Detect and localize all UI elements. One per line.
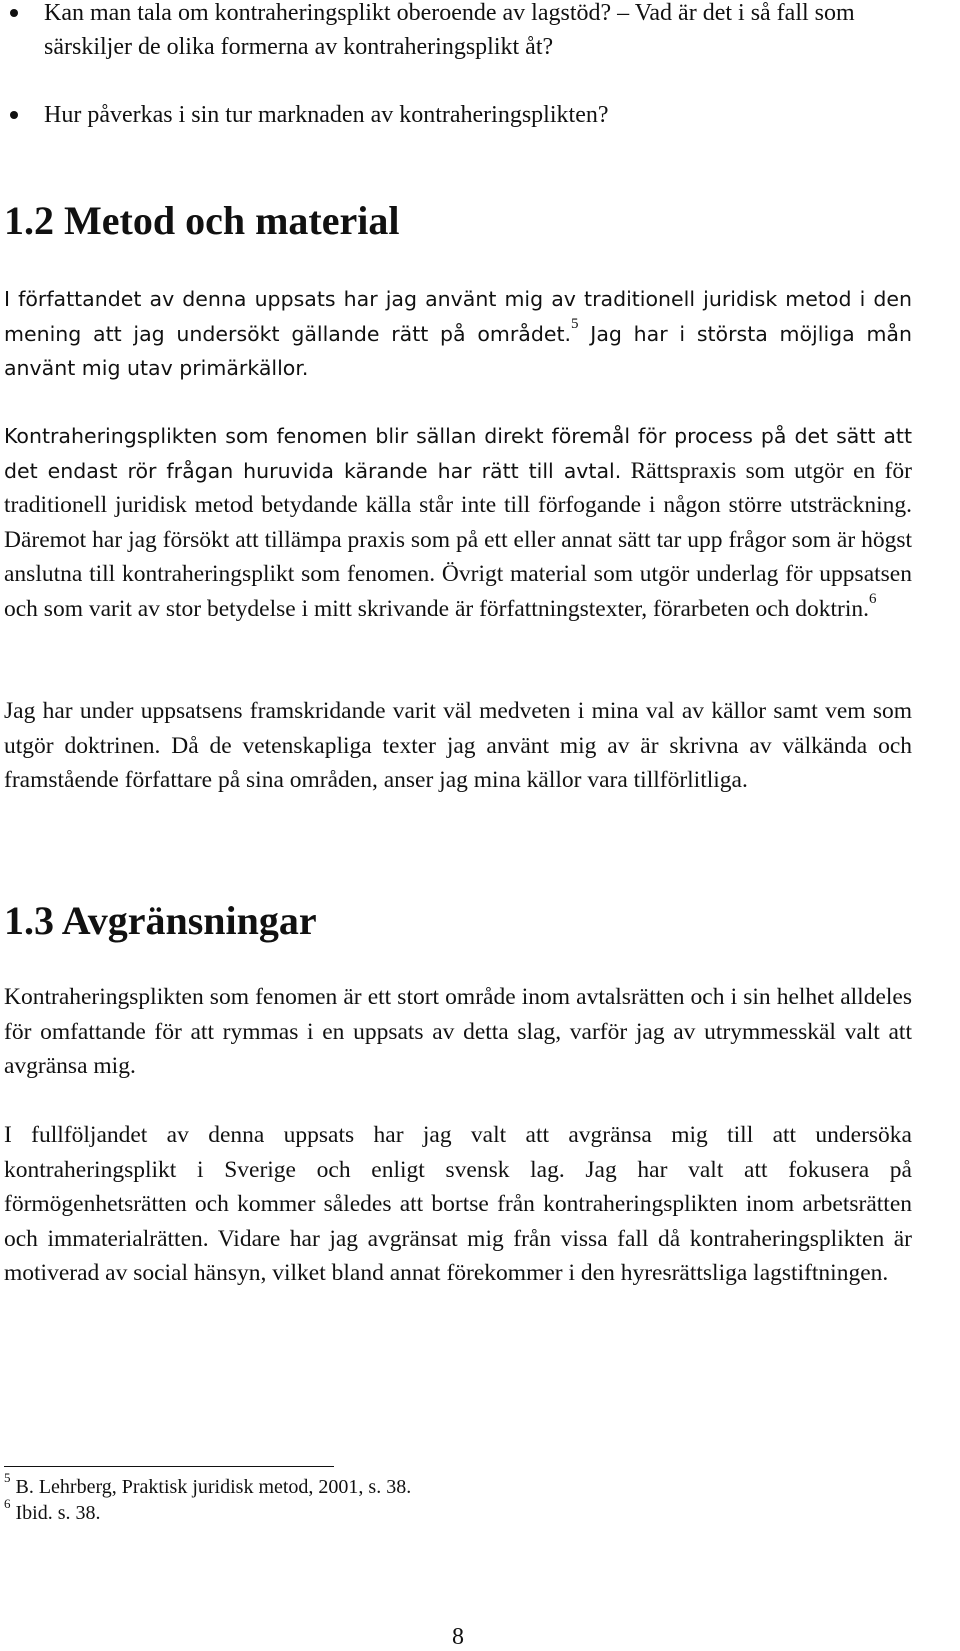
list-item-text: Hur påverkas i sin tur marknaden av kontraheringsplikten?	[44, 102, 609, 128]
paragraph-method-intro	[4, 282, 912, 386]
list-item-text: Kan man tala om kontraheringsplikt oberoende av lagstöd? – Vad är det i så fall som särskiljer de olika formerna av kontraheringsplikt åt?	[44, 0, 855, 60]
paragraph-method-sources	[4, 419, 912, 626]
section-heading-method: 1.2 Metod och material	[4, 198, 400, 243]
footnote-text: Ibid. s. 38.	[10, 1502, 101, 1524]
footnote	[4, 1496, 101, 1526]
footnote-number: 5	[4, 1470, 11, 1486]
paragraph-delimitations-scope: I fullföljandet av denna uppsats har jag valt att avgränsa mig till att undersöka kontraheringsplikt i Sverige och enligt svensk lag. Jag har valt att fokusera på förmögenhetsrätten och kommer således att bortse från kontraheringsplikten inom arbetsrätten och immaterialrätten. Vidare har jag avgränsat mig från vissa fall då kontraheringsplikten är motiverad av social hänsyn, vilket bland annat förekommer i den hyresrättsliga lagstiftningen.	[4, 1122, 912, 1286]
footnote-reference: 6	[869, 590, 877, 607]
list-item	[44, 0, 916, 64]
footnote-reference: 5	[571, 315, 579, 332]
section-heading-delimitations: 1.3 Avgränsningar	[4, 898, 317, 943]
paragraph-text: Jag har i största möjliga mån använt mig utav primärkällor.	[4, 321, 912, 380]
paragraph-text: Kontraheringsplikten som fenomen blir sällan direkt föremål för process på det sätt att det endast rör frågan huruvida kärande har rätt till avtal.	[4, 424, 912, 483]
footnote-text: B. Lehrberg, Praktisk juridisk metod, 2001, s. 38.	[10, 1476, 412, 1498]
bullet-icon	[10, 9, 18, 17]
paragraph-method-reliability: Jag har under uppsatsens framskridande varit väl medveten i mina val av källor samt vem som utgör doktrinen. Då de vetenskapliga texter jag använt mig av är skrivna av välkända och framstående författare på sina områden, anser jag mina källor vara tillförlitliga.	[4, 698, 912, 793]
paragraph-delimitations-intro: Kontraheringsplikten som fenomen är ett stort område inom avtalsrätten och i sin helhet alldeles för omfattande för att rymmas i en uppsats av detta slag, varför jag av utrymmesskäl valt att avgränsa mig.	[4, 984, 912, 1079]
page-number: 8	[452, 1624, 464, 1650]
bullet-icon	[10, 111, 18, 119]
footnote-number: 6	[4, 1496, 11, 1512]
paragraph-text: Rättspraxis som utgör en för traditionell juridisk metod betydande källa står inte till förfogande i någon större utsträckning.	[4, 457, 912, 518]
list-item	[44, 98, 916, 132]
paragraph-text: Däremot har jag försökt att tillämpa praxis som på ett eller annat sätt tar upp frågor som är högst anslutna till kontraheringsplikt som fenomen. Övrigt material som utgör underlag för uppsatsen och som varit av stor betydelse i mitt skrivande är författningstexter, förarbeten och doktrin.	[4, 526, 912, 622]
footnote	[4, 1470, 412, 1500]
paragraph-text: I författandet av denna uppsats har jag använt mig av traditionell juridisk metod i den mening att jag undersökt gällande rätt på området.	[4, 287, 912, 346]
footnote-separator	[4, 1466, 334, 1467]
